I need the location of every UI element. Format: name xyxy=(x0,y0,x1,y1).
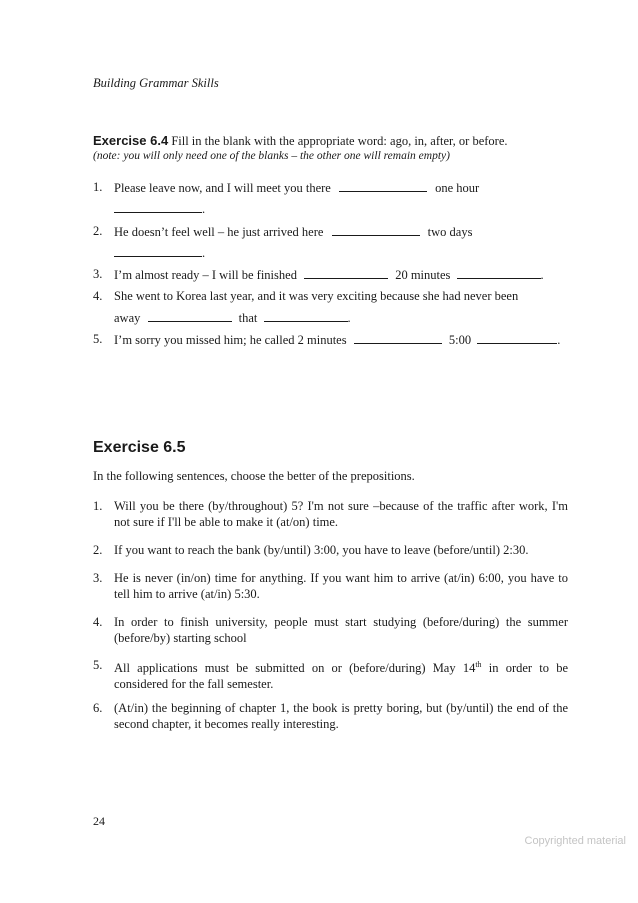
ex65-item-2 xyxy=(93,542,568,558)
ex65-item-6 xyxy=(93,700,568,732)
ex64-item-2-line-2 xyxy=(114,245,205,261)
blank-field[interactable] xyxy=(264,310,348,322)
ex65-item-1 xyxy=(93,498,568,530)
ex65-item-5 xyxy=(93,657,568,692)
ex64-item-5-text-b: 5:00 xyxy=(448,333,472,347)
ex64-item-4-number: 4. xyxy=(93,289,103,303)
ex65-item-text: (At/in) the beginning of chapter 1, the book is pretty boring, but (by/until) the end of the second chapter, it becomes really interesting. xyxy=(114,701,568,731)
blank-field[interactable] xyxy=(148,310,232,322)
ex65-item-5-text-a: All applications must be submitted on or (before/during) May 14 xyxy=(114,661,476,676)
blank-field[interactable] xyxy=(114,245,202,257)
ex65-item-number: 5. xyxy=(93,658,103,672)
ex65-item-4 xyxy=(93,614,568,646)
blank-field[interactable] xyxy=(332,224,420,236)
exercise-6-4-instruction: Fill in the blank with the appropriate word: ago, in, after, or before. xyxy=(168,134,508,148)
ex64-item-1-line-1 xyxy=(114,180,479,196)
ex65-item-text: Will you be there (by/throughout) 5? I'm not sure –because of the traffic after work, I'm not sure if I'll be able to make it (at/on) time. xyxy=(114,499,568,529)
ex65-item-text xyxy=(114,657,568,692)
blank-field[interactable] xyxy=(114,201,202,213)
ex64-item-3-number: 3. xyxy=(93,267,103,281)
page-number: 24 xyxy=(93,814,105,828)
ex64-item-1-number: 1. xyxy=(93,180,103,194)
ex64-item-5-number: 5. xyxy=(93,332,103,346)
ex65-item-number: 1. xyxy=(93,499,103,513)
ex65-item-text: In order to finish university, people must start studying (before/during) the summer (before/by) starting school xyxy=(114,615,568,645)
ex64-item-4-text-b: away xyxy=(114,311,141,325)
ex65-item-number: 2. xyxy=(93,543,103,557)
ex65-item-5-text-b: in order to be considered for the fall semester. xyxy=(114,661,569,692)
ex64-item-3-text: I’m almost ready – I will be finished xyxy=(114,268,297,282)
ex65-item-number: 3. xyxy=(93,571,103,585)
blank-field[interactable] xyxy=(339,180,427,192)
exercise-6-4-title: Exercise 6.4 xyxy=(93,133,169,148)
ex65-item-text: If you want to reach the bank (by/until) 3:00, you have to leave (before/until) 2:30. xyxy=(114,543,529,557)
ex64-item-3-line xyxy=(114,267,544,283)
ex64-item-1-line-2 xyxy=(114,201,205,217)
ex64-item-2-line-1 xyxy=(114,224,472,240)
ex64-item-4-text-c: that xyxy=(238,311,258,325)
ex64-item-1-text-b: one hour xyxy=(435,181,480,195)
ex65-item-3 xyxy=(93,570,568,602)
ex64-item-2-text: He doesn’t feel well – he just arrived here xyxy=(114,225,324,239)
blank-field[interactable] xyxy=(477,332,557,344)
ex64-item-5-period: . xyxy=(557,333,561,347)
exercise-6-5-intro: In the following sentences, choose the better of the prepositions. xyxy=(93,469,415,483)
exercise-6-4-note: (note: you will only need one of the blanks – the other one will remain empty) xyxy=(93,150,450,162)
ex64-item-2-number: 2. xyxy=(93,224,103,238)
ex65-item-text: He is never (in/on) time for anything. If you want him to arrive (at/in) 6:00, you have to tell him to arrive (at/in) 5:30. xyxy=(114,571,568,601)
blank-field[interactable] xyxy=(457,267,541,279)
ex65-item-number: 6. xyxy=(93,701,103,715)
blank-field[interactable] xyxy=(304,267,388,279)
copyright-watermark: Copyrighted material xyxy=(524,835,626,847)
ex64-item-4-line-1: She went to Korea last year, and it was very exciting because she had never been xyxy=(114,289,519,303)
ex64-item-4-period: . xyxy=(347,311,351,325)
exercise-6-4-heading xyxy=(93,133,563,149)
ex64-item-2-text-b: two days xyxy=(427,225,473,239)
exercise-6-5-title: Exercise 6.5 xyxy=(93,439,186,456)
ex64-item-5-text: I’m sorry you missed him; he called 2 minutes xyxy=(114,333,347,347)
ex64-item-3-period: . xyxy=(540,268,544,282)
ex64-item-2-period: . xyxy=(202,246,206,260)
ex64-item-1-period: . xyxy=(202,202,206,216)
blank-field[interactable] xyxy=(354,332,442,344)
ex65-item-5-superscript: th xyxy=(475,660,482,669)
ex64-item-4-line-2 xyxy=(114,310,351,326)
running-head: Building Grammar Skills xyxy=(93,76,219,90)
ex64-item-1-text: Please leave now, and I will meet you there xyxy=(114,181,331,195)
ex64-item-3-text-b: 20 minutes xyxy=(395,268,451,282)
ex64-item-5-line xyxy=(114,332,560,348)
ex65-item-number: 4. xyxy=(93,615,103,629)
